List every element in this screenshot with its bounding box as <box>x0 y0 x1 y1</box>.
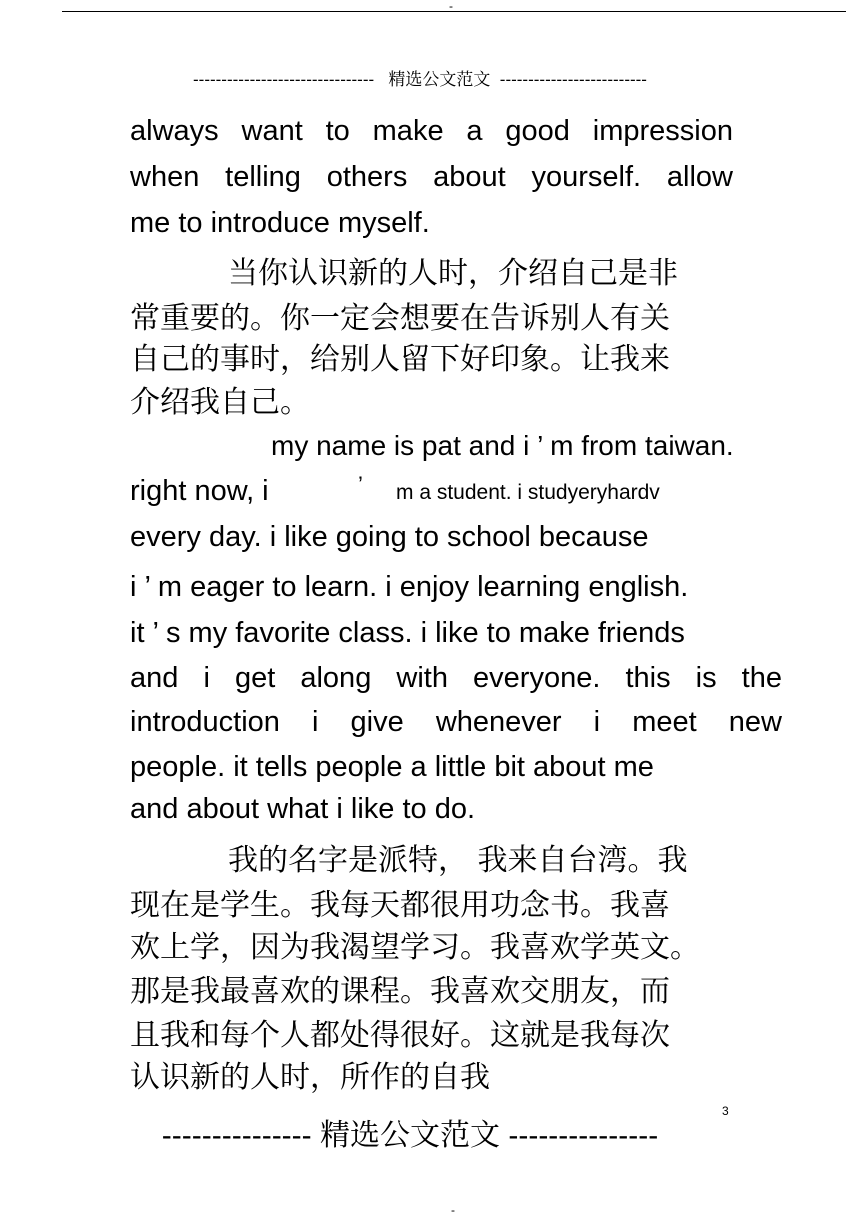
footer-dashes-right: --------------- <box>508 1119 659 1152</box>
footer-title: 精选公文范文 <box>320 1118 500 1153</box>
header-dashes-right: -------------------------- <box>499 70 647 89</box>
en-para2-line6: and i get along with everyone. this is the <box>130 662 782 694</box>
page-number: 3 <box>722 1104 729 1118</box>
header-dashes-left: -------------------------------- <box>193 70 375 89</box>
header-title: 精选公文范文 <box>388 70 491 90</box>
en-para2-line7: introduction i give whenever i meet new <box>130 706 782 738</box>
en-para2-line8: people. it tells people a little bit about me <box>130 751 654 783</box>
en-para2-line9: and about what i like to do. <box>130 793 476 825</box>
top-mark: - <box>449 0 453 13</box>
page-header <box>130 70 710 90</box>
en-para2-apostrophe: ’ <box>358 472 363 497</box>
en-para2-line2b: m a student. i studyeryhardv <box>396 481 660 504</box>
cn-para2-line2: 现在是学生。我每天都很用功念书。我喜 <box>130 888 670 923</box>
en-para2-line5: it ’ s my favorite class. i like to make friends <box>130 617 685 649</box>
page-footer <box>130 1118 690 1154</box>
cn-para1-line2: 常重要的。你一定会想要在告诉别人有关 <box>130 301 670 336</box>
top-rule <box>62 11 846 12</box>
footer-dashes-left: --------------- <box>161 1119 312 1152</box>
cn-para1-line1: 当你认识新的人时，介绍自己是非 <box>228 256 678 291</box>
cn-para1-line3: 自己的事时，给别人留下好印象。让我来 <box>130 342 670 377</box>
en-para2-line1: my name is pat and i ’ m from taiwan. <box>271 430 734 461</box>
en-para2-line3: every day. i like going to school because <box>130 521 649 553</box>
cn-para2-line1: 我的名字是派特， 我来自台湾。我 <box>228 843 688 878</box>
cn-para2-line3: 欢上学，因为我渴望学习。我喜欢学英文。 <box>130 930 700 965</box>
en-para2-line4: i ’ m eager to learn. i enjoy learning english. <box>130 571 689 603</box>
en-para1-line1: always want to make a good impression <box>130 115 733 147</box>
cn-para2-line4: 那是我最喜欢的课程。我喜欢交朋友，而 <box>130 974 670 1009</box>
en-para2-line2a: right now, i <box>130 475 269 507</box>
cn-para1-line4: 介绍我自己。 <box>130 385 310 420</box>
en-para1-line2: when telling others about yourself. allow <box>130 161 733 193</box>
bottom-mark: - <box>451 1203 455 1217</box>
en-para1-line3: me to introduce myself. <box>130 207 430 239</box>
cn-para2-line6: 认识新的人时，所作的自我 <box>130 1060 490 1095</box>
cn-para2-line5: 且我和每个人都处得很好。这就是我每次 <box>130 1018 670 1053</box>
